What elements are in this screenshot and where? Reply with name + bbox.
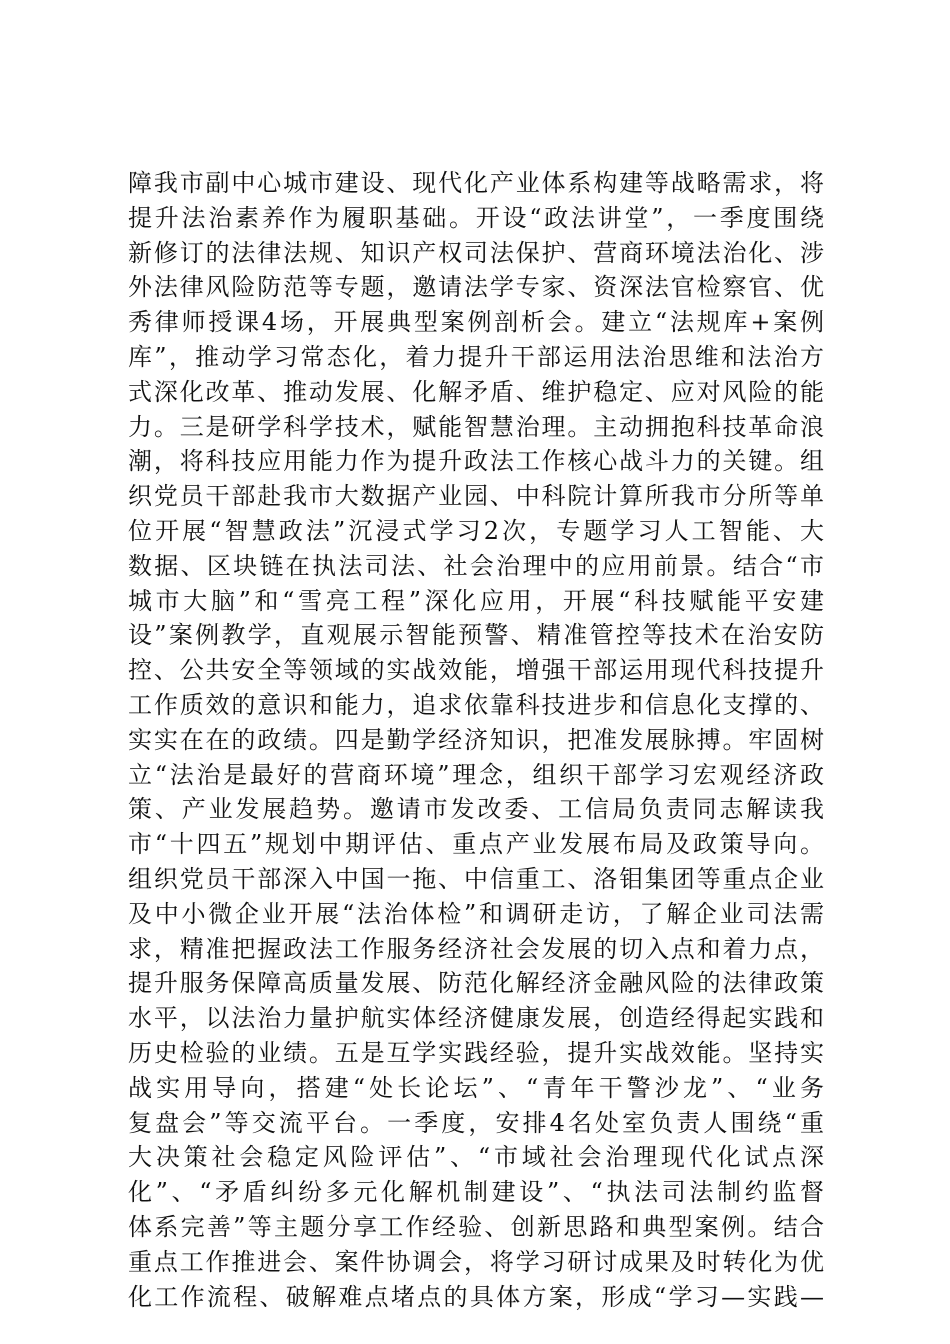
text-line-21: 组织党员干部深入中国一拖、中信重工、洛钼集团等重点企业	[128, 864, 824, 893]
text-line-12: 数据、区块链在执法司法、社会治理中的应用前景。结合“市	[128, 551, 824, 580]
text-line-28: 复盘会”等交流平台。一季度，安排4名处室负责人围绕“重	[128, 1108, 824, 1137]
text-line-16: 工作质效的意识和能力，追求依靠科技进步和信息化支撑的、	[128, 690, 824, 719]
text-line-19: 策、产业发展趋势。邀请市发改委、工信局负责同志解读我	[128, 795, 824, 824]
text-line-4: 外法律风险防范等专题，邀请法学专家、资深法官检察官、优	[128, 273, 824, 302]
text-line-18: 立“法治是最好的营商环境”理念，组织干部学习宏观经济政	[128, 760, 824, 789]
text-line-31: 体系完善”等主题分享工作经验、创新思路和典型案例。结合	[128, 1212, 824, 1241]
text-line-14: 设”案例教学，直观展示智能预警、精准管控等技术在治安防	[128, 621, 824, 650]
text-line-5: 秀律师授课4场，开展典型案例剖析会。建立“法规库+案例	[128, 308, 824, 337]
text-line-13: 城市大脑”和“雪亮工程”深化应用，开展“科技赋能平安建	[128, 586, 824, 615]
text-line-20: 市“十四五”规划中期评估、重点产业发展布局及政策导向。	[128, 830, 824, 859]
text-line-23: 求，精准把握政法工作服务经济社会发展的切入点和着力点，	[128, 934, 824, 963]
text-line-29: 大决策社会稳定风险评估”、“市域社会治理现代化试点深	[128, 1143, 824, 1172]
text-line-11: 位开展“智慧政法”沉浸式学习2次，专题学习人工智能、大	[128, 516, 824, 545]
text-line-10: 织党员干部赴我市大数据产业园、中科院计算所我市分所等单	[128, 482, 824, 511]
text-line-17: 实实在在的政绩。四是勤学经济知识，把准发展脉搏。牢固树	[128, 725, 824, 754]
text-line-7: 式深化改革、推动发展、化解矛盾、维护稳定、应对风险的能	[128, 377, 824, 406]
body-text	[128, 166, 824, 1314]
text-line-32: 重点工作推进会、案件协调会，将学习研讨成果及时转化为优	[128, 1247, 824, 1276]
text-line-2: 提升法治素养作为履职基础。开设“政法讲堂”，一季度围绕	[128, 203, 824, 232]
text-line-26: 历史检验的业绩。五是互学实践经验，提升实战效能。坚持实	[128, 1038, 824, 1067]
text-line-22: 及中小微企业开展“法治体检”和调研走访，了解企业司法需	[128, 899, 824, 928]
text-line-9: 潮，将科技应用能力作为提升政法工作核心战斗力的关键。组	[128, 447, 824, 476]
text-line-33: 化工作流程、破解难点堵点的具体方案，形成“学习—实践—	[128, 1282, 824, 1311]
text-line-24: 提升服务保障高质量发展、防范化解经济金融风险的法律政策	[128, 969, 824, 998]
text-line-30: 化”、“矛盾纠纷多元化解机制建设”、“执法司法制约监督	[128, 1178, 824, 1207]
text-line-27: 战实用导向，搭建“处长论坛”、“青年干警沙龙”、“业务	[128, 1073, 824, 1102]
text-line-3: 新修订的法律法规、知识产权司法保护、营商环境法治化、涉	[128, 238, 824, 267]
text-line-6: 库”，推动学习常态化，着力提升干部运用法治思维和法治方	[128, 342, 824, 371]
text-line-1: 障我市副中心城市建设、现代化产业体系构建等战略需求，将	[128, 169, 824, 197]
text-line-8: 力。三是研学科学技术，赋能智慧治理。主动拥抱科技革命浪	[128, 412, 824, 441]
text-line-15: 控、公共安全等领域的实战效能，增强干部运用现代科技提升	[128, 656, 824, 685]
text-line-25: 水平，以法治力量护航实体经济健康发展，创造经得起实践和	[128, 1004, 824, 1033]
